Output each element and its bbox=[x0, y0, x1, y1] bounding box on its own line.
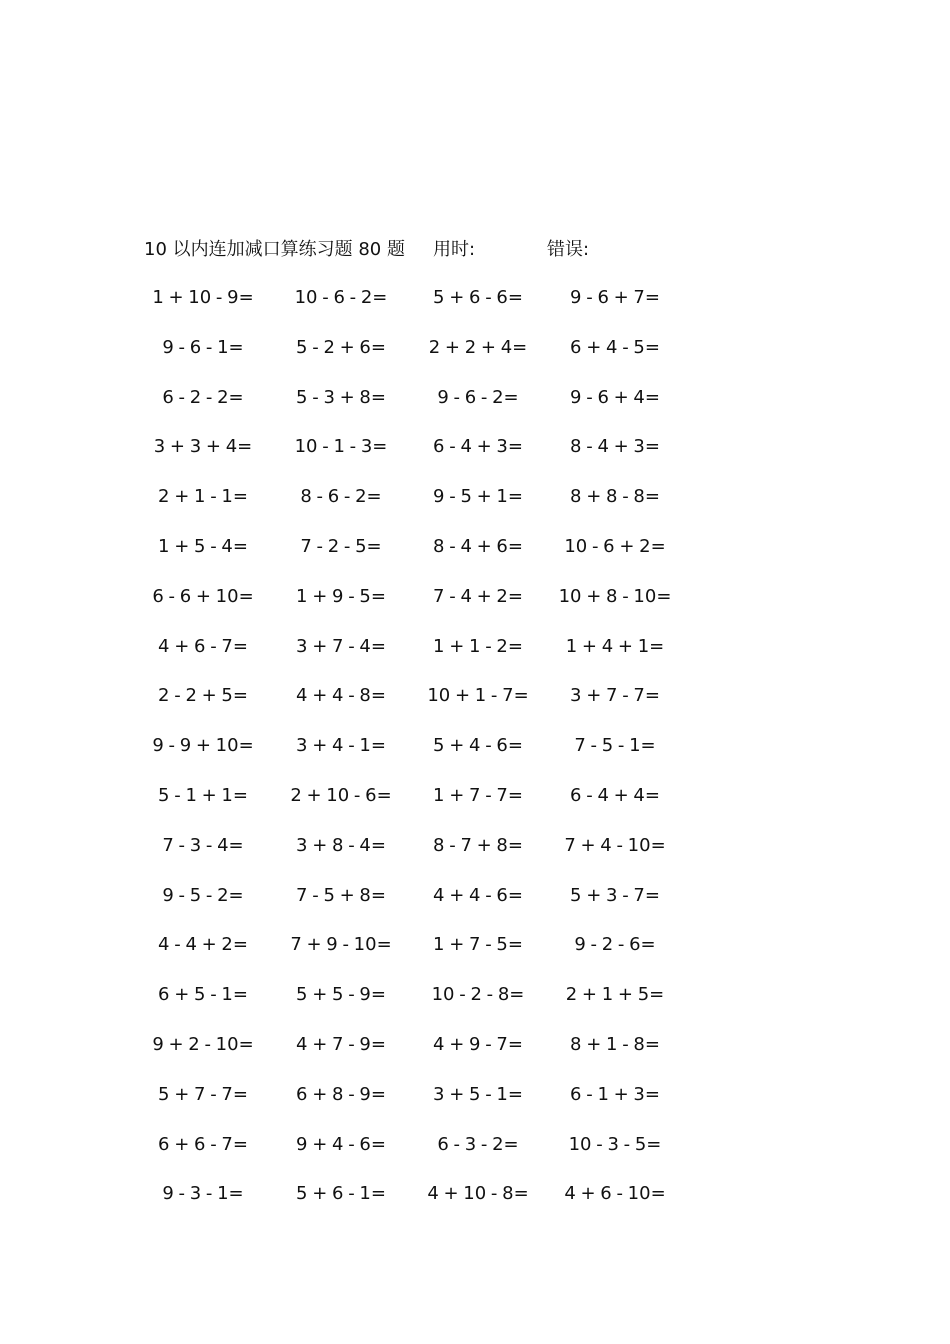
problem-row bbox=[0, 533, 950, 583]
problem-item: 10 - 2 - 8= bbox=[431, 984, 525, 1006]
problem-item: 5 + 6 - 1= bbox=[296, 1183, 386, 1205]
problem-row bbox=[0, 732, 950, 782]
problem-item: 4 - 4 + 2= bbox=[158, 934, 248, 956]
problem-row bbox=[0, 1081, 950, 1131]
problem-row bbox=[0, 433, 950, 483]
problem-item: 1 + 10 - 9= bbox=[152, 287, 254, 308]
problem-item: 6 - 4 + 3= bbox=[433, 436, 523, 458]
errors-label: 错误: bbox=[547, 239, 590, 260]
problem-item: 9 - 5 - 2= bbox=[162, 884, 244, 906]
problem-item: 10 - 1 - 3= bbox=[294, 436, 388, 458]
problem-item: 6 - 3 - 2= bbox=[437, 1133, 519, 1155]
problem-item: 9 - 6 + 4= bbox=[570, 386, 660, 408]
problem-item: 2 + 1 + 5= bbox=[565, 984, 665, 1006]
problem-item: 5 + 6 - 6= bbox=[433, 287, 523, 308]
problem-item: 1 + 9 - 5= bbox=[296, 585, 386, 607]
problem-item: 8 - 6 - 2= bbox=[300, 486, 382, 508]
problem-item: 1 + 1 - 2= bbox=[433, 635, 523, 657]
problem-row bbox=[0, 384, 950, 434]
problem-item: 10 - 6 - 2= bbox=[294, 287, 388, 308]
problem-row bbox=[0, 882, 950, 932]
problem-item: 4 + 9 - 7= bbox=[433, 1033, 523, 1055]
problem-item: 9 - 9 + 10= bbox=[152, 735, 254, 757]
problem-item: 10 - 6 + 2= bbox=[564, 535, 666, 557]
problem-item: 9 - 2 - 6= bbox=[574, 934, 656, 956]
problem-item: 3 + 8 - 4= bbox=[296, 834, 386, 856]
problem-item: 1 + 7 - 5= bbox=[433, 934, 523, 956]
problem-item: 7 + 4 - 10= bbox=[564, 834, 666, 856]
problem-item: 7 - 5 - 1= bbox=[574, 735, 656, 757]
problem-row bbox=[0, 583, 950, 633]
problem-item: 7 - 2 - 5= bbox=[300, 535, 382, 557]
problem-row bbox=[0, 633, 950, 683]
problem-item: 6 - 4 + 4= bbox=[570, 784, 660, 806]
problem-item: 6 - 6 + 10= bbox=[152, 585, 254, 607]
problem-row bbox=[0, 1180, 950, 1230]
problem-item: 7 - 3 - 4= bbox=[162, 834, 244, 856]
worksheet-title: 10 以内连加减口算练习题 80 题 bbox=[144, 239, 405, 260]
problem-item: 9 - 6 - 1= bbox=[162, 336, 244, 358]
problem-item: 3 + 7 - 7= bbox=[570, 685, 660, 707]
time-label: 用时: bbox=[433, 239, 476, 260]
problem-grid bbox=[0, 284, 950, 1230]
problem-item: 2 + 2 + 4= bbox=[428, 336, 528, 358]
problem-item: 9 - 6 - 2= bbox=[437, 386, 519, 408]
problem-item: 7 - 5 + 8= bbox=[296, 884, 386, 906]
problem-row bbox=[0, 334, 950, 384]
problem-item: 4 + 4 - 6= bbox=[433, 884, 523, 906]
problem-row bbox=[0, 483, 950, 533]
problem-item: 3 + 7 - 4= bbox=[296, 635, 386, 657]
problem-item: 5 + 4 - 6= bbox=[433, 735, 523, 757]
problem-item: 7 - 4 + 2= bbox=[433, 585, 523, 607]
problem-row bbox=[0, 1131, 950, 1181]
problem-item: 3 + 3 + 4= bbox=[153, 436, 253, 458]
problem-item: 10 + 8 - 10= bbox=[558, 585, 672, 607]
problem-item: 8 - 4 + 3= bbox=[570, 436, 660, 458]
problem-item: 5 - 3 + 8= bbox=[296, 386, 386, 408]
problem-item: 5 + 7 - 7= bbox=[158, 1083, 248, 1105]
problem-item: 9 - 6 + 7= bbox=[570, 287, 660, 308]
problem-item: 4 + 6 - 7= bbox=[158, 635, 248, 657]
problem-row bbox=[0, 782, 950, 832]
problem-row bbox=[0, 1031, 950, 1081]
problem-item: 7 + 9 - 10= bbox=[290, 934, 392, 956]
problem-item: 5 + 5 - 9= bbox=[296, 984, 386, 1006]
problem-item: 8 - 7 + 8= bbox=[433, 834, 523, 856]
problem-row bbox=[0, 931, 950, 981]
problem-item: 6 + 8 - 9= bbox=[296, 1083, 386, 1105]
problem-item: 3 + 5 - 1= bbox=[433, 1083, 523, 1105]
problem-item: 5 - 2 + 6= bbox=[296, 336, 386, 358]
problem-item: 8 - 4 + 6= bbox=[433, 535, 523, 557]
problem-item: 1 + 5 - 4= bbox=[158, 535, 248, 557]
problem-item: 6 + 4 - 5= bbox=[570, 336, 660, 358]
problem-item: 9 + 2 - 10= bbox=[152, 1033, 254, 1055]
problem-item: 6 + 6 - 7= bbox=[158, 1133, 248, 1155]
problem-item: 4 + 4 - 8= bbox=[296, 685, 386, 707]
problem-item: 9 + 4 - 6= bbox=[296, 1133, 386, 1155]
problem-item: 2 + 10 - 6= bbox=[290, 784, 392, 806]
problem-item: 3 + 4 - 1= bbox=[296, 735, 386, 757]
problem-row bbox=[0, 284, 950, 334]
problem-item: 6 + 5 - 1= bbox=[158, 984, 248, 1006]
problem-item: 6 - 2 - 2= bbox=[162, 386, 244, 408]
problem-item: 9 - 5 + 1= bbox=[433, 486, 523, 508]
problem-item: 1 + 7 - 7= bbox=[433, 784, 523, 806]
worksheet-header bbox=[144, 236, 704, 264]
problem-row bbox=[0, 832, 950, 882]
problem-item: 2 - 2 + 5= bbox=[158, 685, 248, 707]
problem-item: 2 + 1 - 1= bbox=[158, 486, 248, 508]
problem-row bbox=[0, 682, 950, 732]
problem-item: 10 - 3 - 5= bbox=[568, 1133, 662, 1155]
problem-item: 4 + 7 - 9= bbox=[296, 1033, 386, 1055]
problem-item: 9 - 3 - 1= bbox=[162, 1183, 244, 1205]
problem-item: 6 - 1 + 3= bbox=[570, 1083, 660, 1105]
problem-item: 10 + 1 - 7= bbox=[427, 685, 529, 707]
problem-item: 4 + 6 - 10= bbox=[564, 1183, 666, 1205]
problem-item: 8 + 8 - 8= bbox=[570, 486, 660, 508]
problem-item: 5 + 3 - 7= bbox=[570, 884, 660, 906]
problem-item: 1 + 4 + 1= bbox=[565, 635, 665, 657]
problem-item: 5 - 1 + 1= bbox=[158, 784, 248, 806]
problem-item: 4 + 10 - 8= bbox=[427, 1183, 529, 1205]
problem-row bbox=[0, 981, 950, 1031]
problem-item: 8 + 1 - 8= bbox=[570, 1033, 660, 1055]
